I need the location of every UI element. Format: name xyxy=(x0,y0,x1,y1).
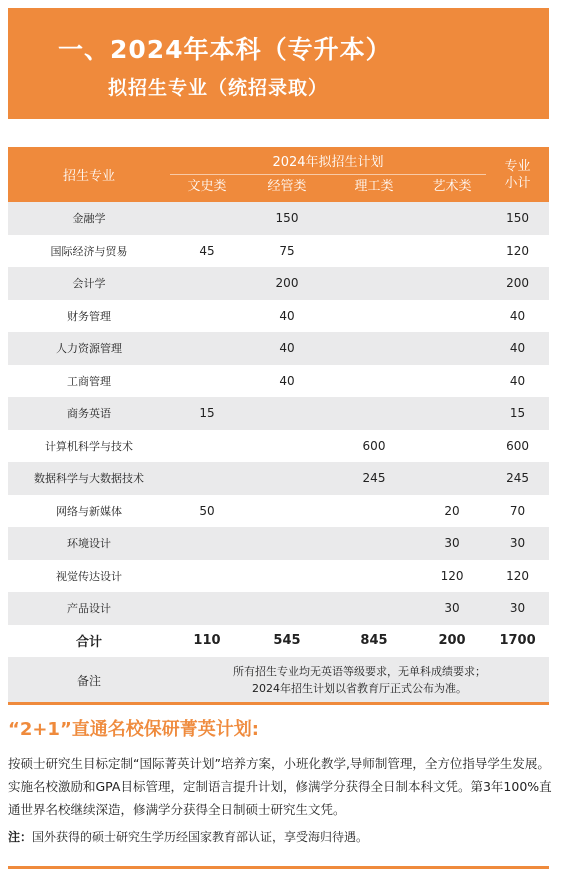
grand-total: 1700 xyxy=(486,625,549,658)
total-value: 845 xyxy=(330,625,418,658)
major-name: 视觉传达设计 xyxy=(8,560,170,593)
plan-value: 40 xyxy=(244,300,330,333)
total-value: 110 xyxy=(170,625,244,658)
table-row xyxy=(8,365,549,398)
table-row xyxy=(8,560,549,593)
plan-value xyxy=(170,332,244,365)
row-subtotal: 40 xyxy=(486,300,549,333)
program-description: 按硕士研究生目标定制“国际菁英计划”培养方案，小班化教学,导师制管理，全方位指导学生发展。实施名校激励和GPA目标管理，定制语言提升计划，修满学分获得全日制本科文凭。第3年100%直通世界名校继续深造，修满学分获得全日制硕士研究生文凭。 xyxy=(8,756,552,817)
table-row xyxy=(8,592,549,625)
plan-value xyxy=(330,495,418,528)
table-row xyxy=(8,202,549,235)
plan-value xyxy=(170,430,244,463)
plan-value: 120 xyxy=(418,560,486,593)
plan-value xyxy=(170,592,244,625)
major-name: 产品设计 xyxy=(8,592,170,625)
table-row xyxy=(8,495,549,528)
row-subtotal: 600 xyxy=(486,430,549,463)
enrollment-table xyxy=(8,147,549,703)
note-row xyxy=(8,657,549,703)
plan-value xyxy=(418,332,486,365)
table-row xyxy=(8,462,549,495)
plan-value xyxy=(170,300,244,333)
header-category-yishu: 艺术类 xyxy=(418,175,486,203)
plan-value: 75 xyxy=(244,235,330,268)
plan-value xyxy=(330,267,418,300)
program-note-label: 注： xyxy=(8,830,33,844)
plan-value: 245 xyxy=(330,462,418,495)
row-subtotal: 40 xyxy=(486,365,549,398)
page-subtitle: 拟招生专业（统招录取） xyxy=(108,77,329,99)
plan-value xyxy=(170,202,244,235)
major-name: 网络与新媒体 xyxy=(8,495,170,528)
plan-value xyxy=(418,267,486,300)
note-line: 2024年招生计划以省教育厅正式公布为准。 xyxy=(252,682,468,695)
plan-value xyxy=(244,495,330,528)
header-subtotal-label: 专业 小计 xyxy=(504,158,531,191)
major-name: 财务管理 xyxy=(8,300,170,333)
plan-value xyxy=(330,235,418,268)
row-subtotal: 30 xyxy=(486,592,549,625)
plan-value xyxy=(418,365,486,398)
plan-value xyxy=(330,560,418,593)
major-name: 数据科学与大数据技术 xyxy=(8,462,170,495)
row-subtotal: 120 xyxy=(486,235,549,268)
plan-value xyxy=(244,462,330,495)
plan-value xyxy=(418,202,486,235)
plan-value: 600 xyxy=(330,430,418,463)
header-plan: 2024年拟招生计划 xyxy=(170,147,486,175)
header-banner xyxy=(8,8,549,119)
total-value: 200 xyxy=(418,625,486,658)
plan-value: 20 xyxy=(418,495,486,528)
major-name: 商务英语 xyxy=(8,397,170,430)
table-row xyxy=(8,300,549,333)
plan-value: 30 xyxy=(418,527,486,560)
major-name: 人力资源管理 xyxy=(8,332,170,365)
table-row xyxy=(8,527,549,560)
major-name: 国际经济与贸易 xyxy=(8,235,170,268)
plan-value xyxy=(244,592,330,625)
plan-value: 45 xyxy=(170,235,244,268)
note-label: 备注 xyxy=(8,657,170,703)
plan-value xyxy=(330,592,418,625)
note-line: 所有招生专业均无英语等级要求，无单科成绩要求； xyxy=(233,665,487,678)
row-subtotal: 150 xyxy=(486,202,549,235)
header-category-wenshi: 文史类 xyxy=(170,175,244,203)
plan-value: 30 xyxy=(418,592,486,625)
plan-value xyxy=(170,267,244,300)
row-subtotal: 245 xyxy=(486,462,549,495)
note-content xyxy=(170,657,549,703)
table-row xyxy=(8,430,549,463)
plan-value xyxy=(244,397,330,430)
program-title: “2+1”直通名校保研菁英计划: xyxy=(8,719,259,740)
plan-value xyxy=(170,560,244,593)
plan-value xyxy=(170,527,244,560)
plan-value xyxy=(330,527,418,560)
header-subtotal xyxy=(486,147,549,202)
plan-value xyxy=(244,430,330,463)
plan-value: 50 xyxy=(170,495,244,528)
plan-value xyxy=(330,300,418,333)
major-name: 金融学 xyxy=(8,202,170,235)
major-name: 计算机科学与技术 xyxy=(8,430,170,463)
row-subtotal: 40 xyxy=(486,332,549,365)
program-note-text: 国外获得的硕士研究生学历经国家教育部认证，享受海归待遇。 xyxy=(32,830,369,844)
table-row xyxy=(8,267,549,300)
major-name: 工商管理 xyxy=(8,365,170,398)
plan-value xyxy=(244,560,330,593)
page-title: 一、2024年本科（专升本） xyxy=(58,35,392,64)
plan-value xyxy=(418,235,486,268)
total-label: 合计 xyxy=(8,625,170,658)
row-subtotal: 70 xyxy=(486,495,549,528)
plan-value: 40 xyxy=(244,365,330,398)
major-name: 会计学 xyxy=(8,267,170,300)
plan-value xyxy=(244,527,330,560)
plan-value xyxy=(418,397,486,430)
row-subtotal: 30 xyxy=(486,527,549,560)
plan-value: 150 xyxy=(244,202,330,235)
header-category-ligong: 理工类 xyxy=(330,175,418,203)
plan-value: 15 xyxy=(170,397,244,430)
plan-value: 200 xyxy=(244,267,330,300)
plan-value xyxy=(330,397,418,430)
total-value: 545 xyxy=(244,625,330,658)
plan-value: 40 xyxy=(244,332,330,365)
program-note xyxy=(8,828,556,845)
header-major: 招生专业 xyxy=(8,147,170,202)
header-category-jingguan: 经管类 xyxy=(244,175,330,203)
row-subtotal: 15 xyxy=(486,397,549,430)
plan-value xyxy=(418,462,486,495)
plan-value xyxy=(330,202,418,235)
bottom-divider xyxy=(8,866,549,869)
plan-value xyxy=(170,365,244,398)
table-row xyxy=(8,235,549,268)
plan-value xyxy=(418,300,486,333)
plan-value xyxy=(330,332,418,365)
table-body xyxy=(8,202,549,703)
plan-value xyxy=(418,430,486,463)
row-subtotal: 120 xyxy=(486,560,549,593)
table-row xyxy=(8,332,549,365)
plan-value xyxy=(330,365,418,398)
section-divider xyxy=(8,702,549,705)
table-row xyxy=(8,397,549,430)
row-subtotal: 200 xyxy=(486,267,549,300)
total-row xyxy=(8,625,549,658)
major-name: 环境设计 xyxy=(8,527,170,560)
plan-value xyxy=(170,462,244,495)
